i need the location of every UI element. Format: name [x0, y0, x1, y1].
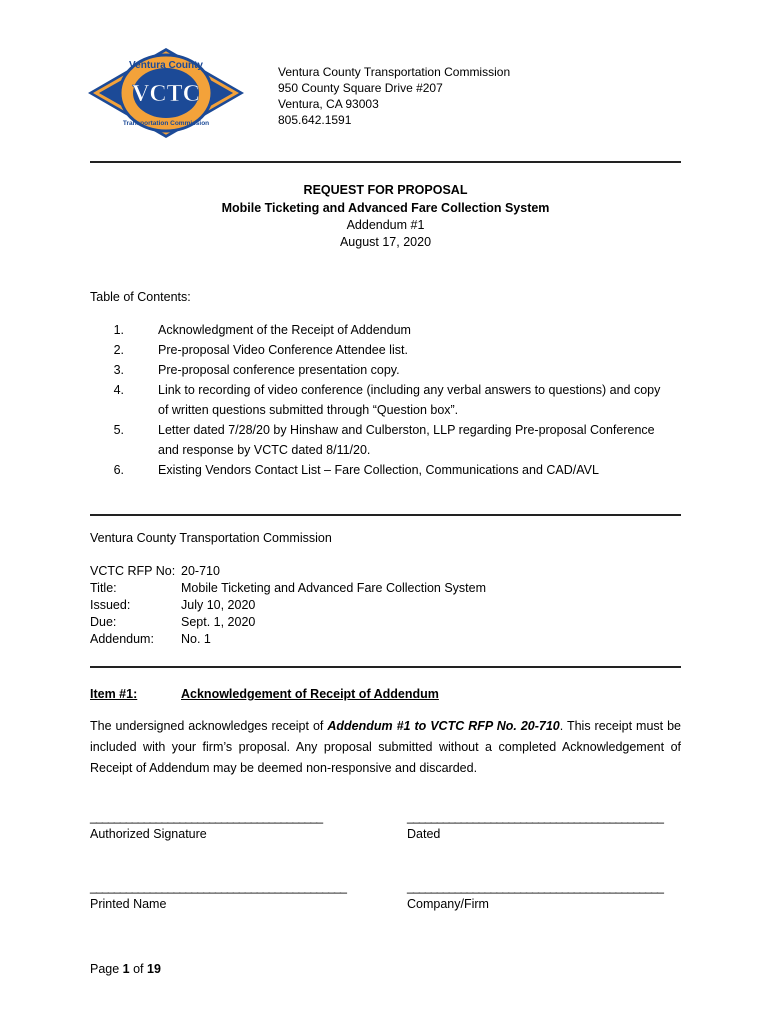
toc-item-text: Pre-proposal Video Conference Attendee list.: [158, 343, 408, 357]
toc-item-number: 5.: [113, 423, 124, 437]
item-body-emphasis: Addendum #1 to VCTC RFP No. 20-710: [327, 719, 560, 733]
company-firm-label: Company/Firm: [407, 897, 489, 911]
address-line: Ventura, CA 93003: [278, 97, 379, 111]
toc-item-text: Pre-proposal conference presentation copy.: [158, 363, 400, 377]
vctc-logo-graphic: [86, 46, 246, 140]
logo-top-text: Ventura County: [129, 60, 203, 71]
info-value: 20-710: [181, 564, 220, 578]
item-label: Item #1:: [90, 687, 138, 701]
page-total: 19: [147, 962, 161, 976]
vctc-logo: [86, 46, 246, 140]
logo-bottom-text: Transportation Commission: [122, 120, 210, 127]
info-value: July 10, 2020: [181, 598, 256, 612]
info-value: Sept. 1, 2020: [181, 615, 256, 629]
item-body-text: . This receipt must be included with your firm’s proposal. Any proposal submitted without a completed Acknowledgement of Receipt of Addendum may be deemed non-responsive and discarded.: [90, 719, 681, 775]
info-key: Due:: [90, 615, 117, 629]
info-key: Issued:: [90, 598, 131, 612]
info-key: VCTC RFP No:: [90, 564, 176, 578]
dated-label: Dated: [407, 827, 441, 841]
info-key: Title:: [90, 581, 117, 595]
toc-item-text: Link to recording of video conference (including any verbal answers to questions) and copy: [158, 383, 661, 397]
info-key: Addendum:: [90, 632, 154, 646]
address-line: Ventura County Transportation Commission: [278, 65, 511, 79]
company-line[interactable]: ___________________________________________: [407, 880, 663, 894]
info-org: Ventura County Transportation Commission: [90, 531, 332, 545]
toc-item-text: Acknowledgment of the Receipt of Addendum: [158, 323, 411, 337]
toc-item-text: of written questions submitted through “Question box”.: [158, 403, 459, 417]
address-line: 805.642.1591: [278, 113, 352, 127]
toc-list: [90, 322, 681, 482]
toc-item-number: 3.: [113, 363, 124, 377]
section-divider: [90, 514, 681, 516]
toc-item-number: 6.: [113, 463, 124, 477]
page-number: [90, 961, 161, 977]
info-table: [90, 563, 681, 653]
item-title: Acknowledgement of Receipt of Addendum: [181, 687, 439, 701]
date-line[interactable]: ___________________________________________: [407, 810, 663, 824]
addendum-number: Addendum #1: [346, 218, 425, 232]
toc-item-text: Existing Vendors Contact List – Fare Collection, Communications and CAD/AVL: [158, 463, 599, 477]
toc-item-number: 4.: [113, 383, 124, 397]
info-value: Mobile Ticketing and Advanced Fare Collection System: [181, 581, 487, 595]
page-current: 1: [122, 962, 130, 976]
address-line: 950 County Square Drive #207: [278, 81, 443, 95]
toc-item-number: 2.: [113, 343, 124, 357]
addendum-date: August 17, 2020: [339, 235, 432, 249]
item-body: [90, 716, 681, 779]
address-block: [278, 64, 510, 128]
section-divider: [90, 666, 681, 668]
toc-item-text: Letter dated 7/28/20 by Hinshaw and Culberston, LLP regarding Pre-proposal Conference: [158, 423, 655, 437]
logo-center-text: VCTC: [131, 81, 201, 107]
info-value: No. 1: [181, 632, 211, 646]
printed-name-line[interactable]: ___________________________________________: [90, 880, 346, 894]
header-divider: [90, 161, 681, 163]
signature-line[interactable]: _______________________________________: [90, 810, 323, 824]
printed-name-label: Printed Name: [90, 897, 167, 911]
page-of: of: [129, 962, 147, 976]
rfp-subtitle: Mobile Ticketing and Advanced Fare Collection System: [221, 201, 550, 215]
authorized-signature-label: Authorized Signature: [90, 827, 207, 841]
rfp-title: REQUEST FOR PROPOSAL: [303, 183, 468, 197]
toc-heading: Table of Contents:: [90, 290, 191, 304]
toc-item-number: 1.: [113, 323, 124, 337]
item-body-text: The undersigned acknowledges receipt of: [90, 719, 328, 733]
toc-item-text: and response by VCTC dated 8/11/20.: [158, 443, 371, 457]
page-label: Page: [90, 962, 123, 976]
